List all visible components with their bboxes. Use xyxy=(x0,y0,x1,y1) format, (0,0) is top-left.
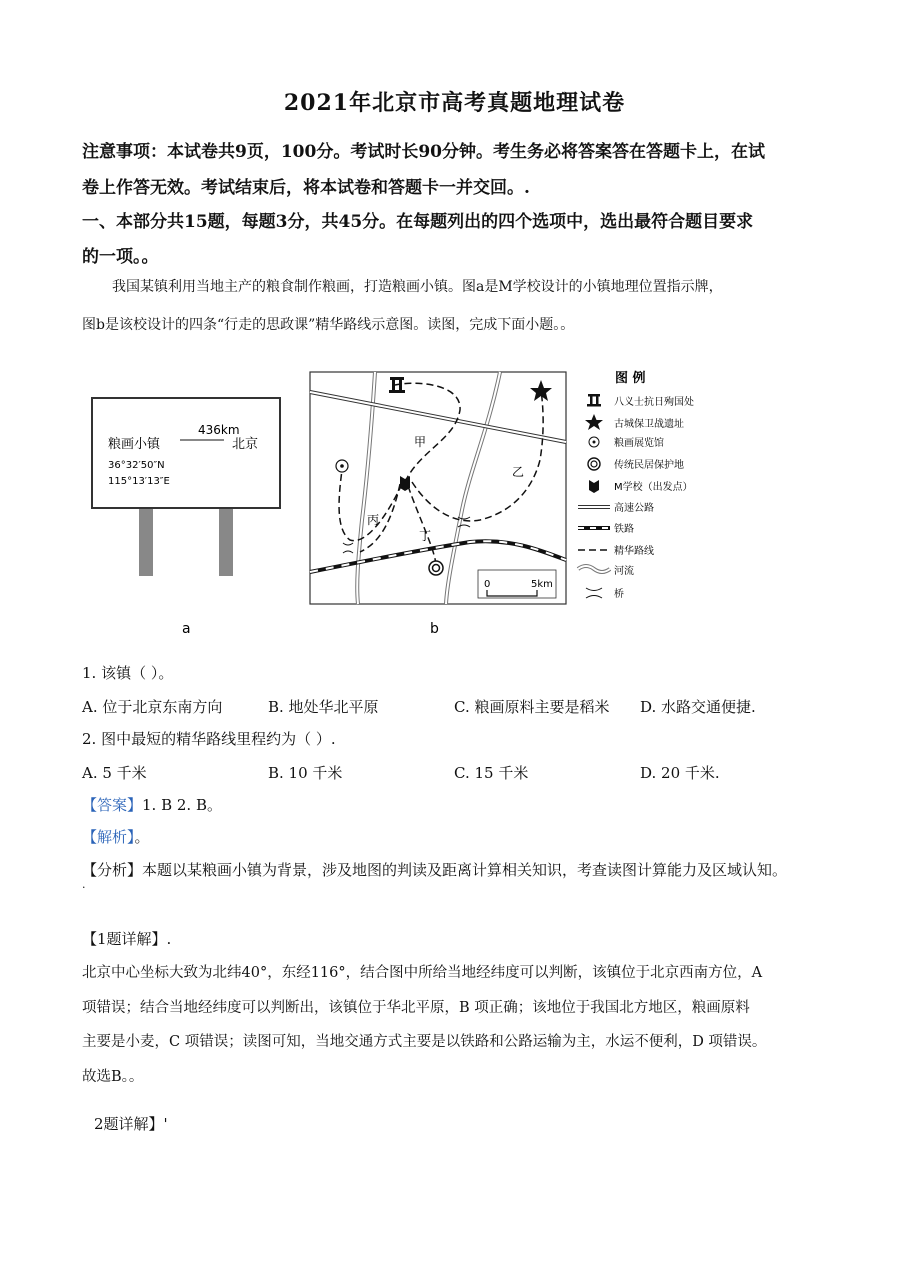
legend-label-6: 铁路 xyxy=(614,524,634,535)
answer-tag: 【答案】 xyxy=(82,796,143,814)
scale-bar xyxy=(478,570,556,598)
figure-a-caption: a xyxy=(182,621,191,637)
detail-1-title: 【1题详解】. xyxy=(82,930,172,948)
intro-line-1: 我国某镇利用当地主产的粮食制作粮画，打造粮画小镇。图a是M学校设计的小镇地理位置指示牌， xyxy=(112,279,723,295)
legend xyxy=(578,370,694,600)
question-1-option-d: D. 水路交通便捷. xyxy=(640,698,756,716)
fenxi-dot: . xyxy=(82,878,86,891)
legend-label-5: 高速公路 xyxy=(614,503,654,514)
question-2-option-d: D. 20 千米. xyxy=(640,764,720,782)
figure-b-caption: b xyxy=(430,621,439,637)
legend-label-2: 粮画展览馆 xyxy=(614,438,664,449)
figure-svg xyxy=(0,360,909,650)
label-bing: 丙 xyxy=(367,513,380,527)
notice-line-2: 卷上作答无效。考试结束后，将本试卷和答题卡一并交回。. xyxy=(82,178,530,198)
sign-lat: 36°32′50″N xyxy=(108,460,165,471)
detail-1-line-4: 故选B。。 xyxy=(82,1069,144,1085)
detail-1-line-2: 项错误；结合当地经纬度可以判断出，该镇位于华北平原，B 项正确；该地位于我国北方地区，粮画原料 xyxy=(82,1000,750,1016)
analysis-text: 。 xyxy=(134,828,150,846)
dot-circle-icon xyxy=(336,460,348,472)
label-yi: 乙 xyxy=(512,465,525,479)
figure-b-map xyxy=(310,372,566,604)
legend-label-1: 古城保卫战遗址 xyxy=(614,419,684,430)
detail-1-line-3: 主要是小麦，C 项错误；读图可知，当地交通方式主要是以铁路和公路运输为主，水运不便利，D 项错误。 xyxy=(82,1034,767,1050)
section-line-1: 一、本部分共15题，每题3分，共45分。在每题列出的四个选项中，选出最符合题目要求 xyxy=(82,212,754,232)
detail-1-line-1: 北京中心坐标大致为北纬40°，东经116°，结合图中所给当地经纬度可以判断，该镇位于北京西南方位，A xyxy=(82,965,763,981)
question-2-option-c: C. 15 千米 xyxy=(454,764,529,782)
scale-zero: 0 xyxy=(484,579,491,590)
fenxi-tag: 【分析】 xyxy=(82,861,143,879)
answer-text: 1. B 2. B。 xyxy=(142,796,222,814)
legend-title: 图 例 xyxy=(615,371,646,386)
analysis-tag: 【解析】 xyxy=(82,828,135,846)
question-2-stem: 2. 图中最短的精华路线里程约为（ ）. xyxy=(82,730,336,748)
question-1-option-a: A. 位于北京东南方向 xyxy=(82,698,223,716)
figure-a-signboard xyxy=(92,398,280,576)
page-title: 2021年北京市高考真题地理试卷 xyxy=(283,90,626,116)
fenxi-line xyxy=(82,859,787,880)
intro-line-2: 图b是该校设计的四条“行走的思政课”精华路线示意图。读图，完成下面小题。。 xyxy=(82,317,575,333)
label-ding: 丁 xyxy=(419,529,432,543)
label-jia: 甲 xyxy=(414,435,427,449)
sign-town: 粮画小镇 xyxy=(108,437,161,452)
figure-area xyxy=(0,360,909,650)
legend-label-3: 传统民居保护地 xyxy=(614,460,684,471)
sign-city: 北京 xyxy=(232,437,259,452)
sign-lon: 115°13′13″E xyxy=(108,476,170,487)
legend-label-9: 桥 xyxy=(614,589,624,600)
legend-label-8: 河流 xyxy=(614,566,634,577)
question-1-option-c: C. 粮画原料主要是稻米 xyxy=(454,698,610,716)
question-1-stem: 1. 该镇（ ）。 xyxy=(82,664,174,682)
question-2-option-a: A. 5 千米 xyxy=(82,764,147,782)
legend-label-7: 精华路线 xyxy=(614,546,654,557)
analysis-line xyxy=(82,826,150,847)
legend-label-4: M学校（出发点） xyxy=(614,482,693,493)
question-1-option-b: B. 地处华北平原 xyxy=(268,698,379,716)
fenxi-text: 本题以某粮画小镇为背景，涉及地图的判读及距离计算相关知识，考查读图计算能力及区域认知。 xyxy=(142,861,788,879)
sign-distance: 436km xyxy=(198,423,240,437)
section-line-2: 的一项。。 xyxy=(82,247,159,267)
double-circle-icon xyxy=(429,561,443,575)
legend-label-0: 八义士抗日殉国处 xyxy=(614,397,694,408)
scale-end: 5km xyxy=(531,579,553,590)
detail-2-title: 2题详解】' xyxy=(94,1115,168,1133)
question-2-option-b: B. 10 千米 xyxy=(268,764,343,782)
notice-line-1: 注意事项：本试卷共9页，100分。考试时长90分钟。考生务必将答案答在答题卡上，在试 xyxy=(82,142,765,162)
answer-line xyxy=(82,794,222,815)
